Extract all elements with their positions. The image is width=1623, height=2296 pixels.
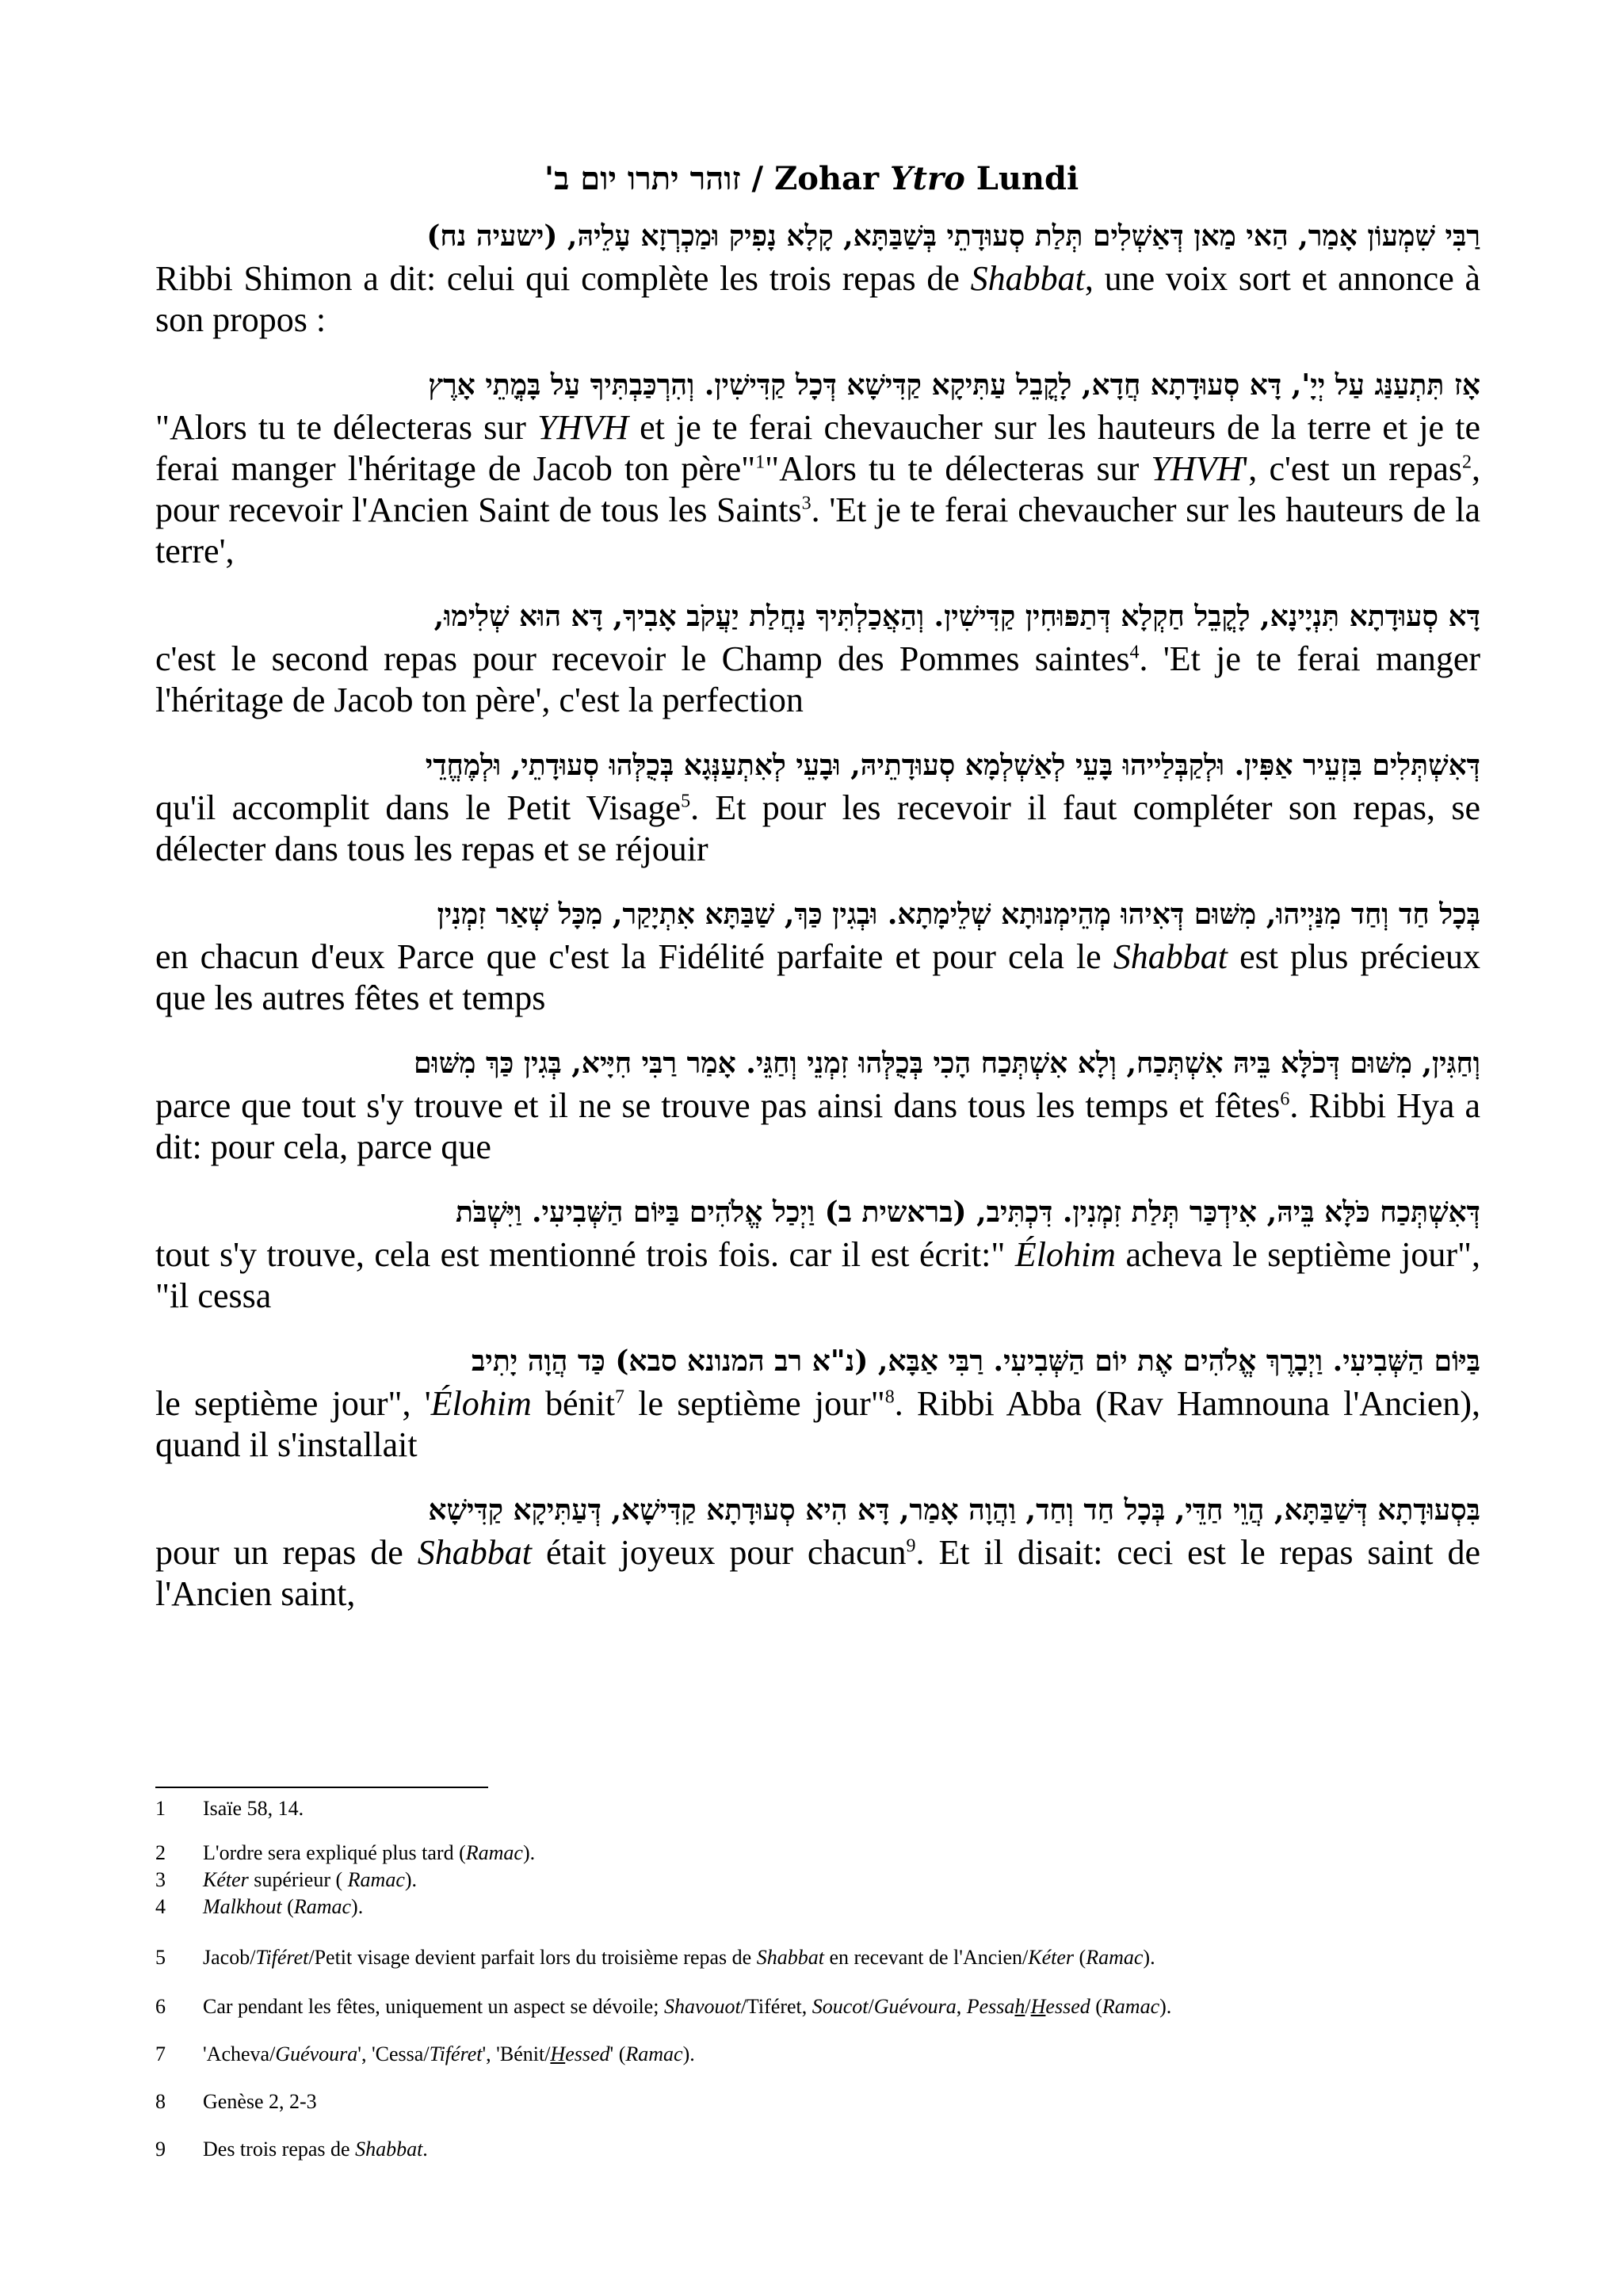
text-run: / bbox=[1025, 1995, 1031, 2018]
italic-text: Tiféret bbox=[429, 2042, 483, 2065]
italic-text: Élohim bbox=[430, 1384, 532, 1423]
italic-text: Soucot bbox=[812, 1995, 869, 2018]
footnote-ref: 6 bbox=[1280, 1089, 1290, 1110]
text-run: . Ribbi Abba (Rav Hamnouna l'Ancien), quand il s'installait bbox=[155, 1384, 1481, 1464]
footnote bbox=[155, 1894, 1503, 1920]
french-translation bbox=[155, 1383, 1480, 1466]
text-run: en recevant de l'Ancien/ bbox=[823, 1946, 1029, 1969]
french-translation bbox=[155, 936, 1480, 1019]
text-run: en chacun d'eux Parce que c'est la Fidélité parfaite et pour cela le bbox=[155, 937, 1113, 976]
text-run: Des trois repas de bbox=[203, 2138, 356, 2161]
text-run: ). bbox=[682, 2042, 695, 2065]
italic-text: Ramac bbox=[1086, 1946, 1144, 1969]
footnote-ref: 9 bbox=[906, 1535, 916, 1557]
italic-text: Guévoura bbox=[275, 2042, 358, 2065]
text-run: Isaïe 58, 14. bbox=[203, 1797, 304, 1820]
footnote-number: 1 bbox=[155, 1797, 166, 1820]
text-run: Jacob/ bbox=[203, 1946, 256, 1969]
text-run: ). bbox=[351, 1895, 364, 1918]
title-ytro: Ytro bbox=[889, 160, 965, 197]
footnote bbox=[155, 1840, 1503, 1867]
italic-text: Shabbat bbox=[756, 1946, 824, 1969]
title-hebrew: זוהר יתרו יום ב' bbox=[544, 160, 741, 197]
text-run: . 'Et je te ferai chevaucher sur les hauteurs de la terre', bbox=[155, 490, 1480, 570]
text-run: ', 'Cessa/ bbox=[357, 2042, 430, 2065]
text-run: le septième jour", ' bbox=[155, 1384, 431, 1423]
footnote-number: 9 bbox=[155, 2138, 166, 2161]
italic-text: Kéter bbox=[1028, 1946, 1075, 1969]
italic-text: Pessa bbox=[966, 1995, 1015, 2018]
paragraph-block bbox=[155, 214, 1480, 341]
hebrew-line: בִּסְעוּדָתָא דְּשַׁבַּתָּא, הֲוֵי חַדֵּי, בְּכָל חַד וְחַד, וַהֲוָה אָמַר, דָּא הִיא סְעוּדָתָא קַדִּישָׁא, דְּעַתִּיקָא קַדִּישָׁא bbox=[428, 1493, 1480, 1527]
footnote-separator bbox=[155, 1787, 488, 1788]
title-slash: / bbox=[740, 160, 775, 197]
text-run: Genèse 2, 2-3 bbox=[203, 2090, 317, 2113]
footnote-number: 5 bbox=[155, 1946, 166, 1969]
italic-text: Shabbat bbox=[1113, 937, 1228, 976]
footnote-ref: 5 bbox=[681, 791, 691, 812]
footnote-text bbox=[203, 2088, 317, 2115]
italic-text: H bbox=[550, 2042, 566, 2065]
paragraph-block bbox=[155, 1190, 1480, 1317]
italic-text: Shabbat bbox=[417, 1533, 533, 1572]
text-run: ). bbox=[404, 1868, 418, 1891]
footnote-ref: 7 bbox=[614, 1386, 624, 1408]
title-lundi: Lundi bbox=[964, 160, 1079, 197]
text-run: ', 'Bénit/ bbox=[482, 2042, 551, 2065]
paragraph-block bbox=[155, 1488, 1480, 1615]
italic-text: H bbox=[1030, 1995, 1046, 2018]
paragraph-block bbox=[155, 1041, 1480, 1168]
hebrew-line: בְּכָל חַד וְחַד מִנַּיְיהוּ, מִשּׁוּם דְּאִיהוּ מְהֵימְנוּתָא שְׁלֵימָתָא. וּבְגִין כַּךְ, שַׁבַּתָּא אִתְיָקַר, מִכָּל שְׁאַר זִמְנִין bbox=[437, 898, 1480, 931]
text-run: . Ribbi Hya a dit: pour cela, parce que bbox=[155, 1086, 1480, 1166]
text-run: parce que tout s'y trouve et il ne se trouve pas ainsi dans tous les temps et fêtes bbox=[155, 1086, 1281, 1125]
title-zohar: Zohar bbox=[774, 160, 890, 197]
french-translation bbox=[155, 407, 1480, 572]
footnote-text bbox=[203, 1867, 417, 1894]
footnote-text bbox=[203, 1944, 1155, 1971]
text-run: L'ordre sera expliqué plus tard ( bbox=[203, 1841, 466, 1864]
footnote-number: 3 bbox=[155, 1868, 166, 1891]
italic-text: Ramac bbox=[1102, 1995, 1160, 2018]
text-run: Ribbi Shimon a dit: celui qui complète les trois repas de bbox=[155, 259, 971, 298]
text-run: ( bbox=[1090, 1995, 1102, 2018]
hebrew-line: בַּיּוֹם הַשְּׁבִיעִי. וַיְבָרֶךְ אֱלֹהִים אֶת יוֹם הַשְּׁבִיעִי. רַבִּי אַבָּא, (נ"א רב המנונא סבא) כַּד הֲוָה יָתִיב bbox=[472, 1344, 1480, 1378]
footnote-text bbox=[203, 1795, 304, 1822]
footnote-ref: 8 bbox=[884, 1386, 895, 1408]
text-run: pour un repas de bbox=[155, 1533, 418, 1572]
italic-text: YHVH bbox=[537, 408, 628, 447]
italic-text: Ramac bbox=[347, 1868, 405, 1891]
footnote-text bbox=[203, 1993, 1171, 2020]
text-run: ). bbox=[522, 1841, 536, 1864]
text-run: , une voix sort et annonce à son propos : bbox=[155, 259, 1480, 339]
italic-text: Tiféret bbox=[255, 1946, 309, 1969]
footnote-text bbox=[203, 2136, 428, 2163]
italic-text: essed bbox=[565, 2042, 610, 2065]
paragraph-block bbox=[155, 594, 1480, 721]
footnote-ref: 2 bbox=[1462, 452, 1472, 473]
italic-text: h bbox=[1014, 1995, 1025, 2018]
italic-text: Ramac bbox=[465, 1841, 523, 1864]
footnote-text bbox=[203, 1894, 363, 1920]
text-run: . bbox=[422, 2138, 428, 2161]
paragraph-block bbox=[155, 743, 1480, 870]
text-run: / bbox=[868, 1995, 874, 2018]
hebrew-line: דְּאִשְׁתְּלִים בִּזְעֵיר אַפִּין. וּלְקַבְּלַייהוּ בָּעֵי לְאַשְׁלְמָא סְעוּדָתֵיהּ, וּבָעֵי לְאִתְעַנְּגָא בְּכֻלְּהוּ סְעוּדָתֵי, וּלְמֶחֱדֵי bbox=[425, 749, 1480, 782]
italic-text: essed bbox=[1045, 1995, 1090, 2018]
italic-text: YHVH bbox=[1151, 449, 1243, 488]
footnote-number: 4 bbox=[155, 1895, 166, 1918]
footnote-number: 2 bbox=[155, 1841, 166, 1864]
footnote bbox=[155, 2088, 1503, 2115]
text-run: était joyeux pour chacun bbox=[532, 1533, 907, 1572]
footnote bbox=[155, 2041, 1503, 2068]
page-title bbox=[0, 155, 1623, 203]
text-run: bénit bbox=[531, 1384, 615, 1423]
french-translation bbox=[155, 639, 1480, 721]
text-run: . Et pour les recevoir il faut compléter son repas, se délecter dans tous les repas et se réjouir bbox=[155, 788, 1480, 868]
text-run: /Petit visage devient parfait lors du troisième repas de bbox=[308, 1946, 757, 1969]
text-run: ( bbox=[1074, 1946, 1086, 1969]
text-run: acheva le septième jour", "il cessa bbox=[155, 1235, 1481, 1315]
text-run: ', c'est un repas bbox=[1242, 449, 1462, 488]
text-run: ' ( bbox=[609, 2042, 626, 2065]
text-run: 'Acheva/ bbox=[203, 2042, 276, 2065]
text-run: c'est le second repas pour recevoir le Champ des Pommes saintes bbox=[155, 639, 1130, 678]
footnote-number: 8 bbox=[155, 2090, 166, 2113]
text-run: . 'Et je te ferai manger l'héritage de Jacob ton père', c'est la perfection bbox=[155, 639, 1480, 719]
italic-text: Ramac bbox=[293, 1895, 352, 1918]
italic-text: Malkhout bbox=[203, 1895, 282, 1918]
text-run: et je te ferai chevaucher sur les hauteurs de la terre et je te ferai manger l'héritage de Jacob ton père" bbox=[155, 408, 1480, 488]
footnote bbox=[155, 2136, 1503, 2163]
text-run: est plus précieux que les autres fêtes et temps bbox=[155, 937, 1480, 1017]
hebrew-line: רַבִּי שִׁמְעוֹן אָמַר, הַאי מַאן דְּאַשְׁלִים תְּלַת סְעוּדָתֵי בְּשַׁבַּתָּא, קָלָא נָפִיק וּמַכְרְזָא עָלֵיהּ, (ישעיה נח) bbox=[426, 219, 1480, 253]
italic-text: Shabbat bbox=[970, 259, 1085, 298]
text-run: ). bbox=[1159, 1995, 1172, 2018]
text-run: le septième jour" bbox=[624, 1384, 885, 1423]
hebrew-line: אָז תִּתְעַנַּג עַל יְיָ', דָּא סְעוּדָתָא חֲדָא, לָקֳבֵל עַתִּיקָא קַדִּישָׁא דְּכָל קַדִּישִׁין. וְהִרְכַּבְתִּיךָ עַל בָּמֳתֵי אָרֶץ bbox=[428, 368, 1480, 402]
footnote-number: 6 bbox=[155, 1995, 166, 2018]
text-run: tout s'y trouve, cela est mentionné trois fois. car il est écrit:" bbox=[155, 1235, 1015, 1274]
text-run: /Tiféret, bbox=[740, 1995, 812, 2018]
footnote-number: 7 bbox=[155, 2042, 166, 2065]
paragraph-block bbox=[155, 892, 1480, 1019]
french-translation bbox=[155, 1085, 1480, 1168]
hebrew-line: וְחַגִּין, מִשּׁוּם דְּכֹלָּא בֵּיהּ אִשְׁתְּכַח, וְלָא אִשְׁתְּכַח הָכִי בְּכֻלְּהוּ זִמְנֵי וְחַגֵּי. אָמַר רַבִּי חִיָּיא, בְּגִין כַּךְ מִשּׁוּם bbox=[414, 1047, 1480, 1080]
paragraph-block bbox=[155, 363, 1480, 572]
footnote-ref: 1 bbox=[755, 452, 766, 473]
text-run: . Et il disait: ceci est le repas saint de l'Ancien saint, bbox=[155, 1533, 1480, 1613]
italic-text: Shabbat bbox=[355, 2138, 423, 2161]
italic-text: Kéter bbox=[203, 1868, 249, 1891]
text-run: qu'il accomplit dans le Petit Visage bbox=[155, 788, 682, 827]
italic-text: Guévoura bbox=[873, 1995, 957, 2018]
hebrew-line: דָּא סְעוּדָתָא תִּנְיָינָא, לָקֳבֵל חַקְלָא דְּתַפּוּחִין קַדִּישִׁין. וְהַאֲכַלְתִּיךָ נַחֲלַת יַעֲקֹב אָבִיךָ, דָּא הוּא שְׁלִימוּ, bbox=[433, 600, 1480, 633]
paragraph-block bbox=[155, 1339, 1480, 1466]
french-translation bbox=[155, 1234, 1480, 1317]
text-run: ( bbox=[281, 1895, 294, 1918]
text-run: , bbox=[956, 1995, 967, 2018]
italic-text: Ramac bbox=[625, 2042, 683, 2065]
italic-text: Élohim bbox=[1014, 1235, 1116, 1274]
french-translation bbox=[155, 788, 1480, 870]
text-run: supérieur ( bbox=[248, 1868, 348, 1891]
french-translation bbox=[155, 1532, 1480, 1615]
hebrew-line: דְּאִשְׁתְּכַח כֹּלָּא בֵּיהּ, אִידְכַּר תְּלַת זִמְנִין. דִּכְתִּיב, (בראשית ב) וַיְכַל אֱלֹהִים בַּיּוֹם הַשְּׁבִיעִי. וַיִּשְׁבֹּת bbox=[456, 1196, 1480, 1229]
italic-text: Shavouot bbox=[663, 1995, 741, 2018]
footnote bbox=[155, 1944, 1503, 1971]
text-run: Car pendant les fêtes, uniquement un aspect se dévoile; bbox=[203, 1995, 664, 2018]
text-run: "Alors tu te délecteras sur bbox=[155, 408, 538, 447]
main-text bbox=[155, 214, 1480, 1637]
text-run: "Alors tu te délecteras sur bbox=[765, 449, 1151, 488]
footnote bbox=[155, 1795, 1503, 1822]
french-translation bbox=[155, 258, 1480, 341]
footnote-text bbox=[203, 2041, 695, 2068]
text-run: ). bbox=[1143, 1946, 1155, 1969]
footnote-ref: 4 bbox=[1129, 642, 1140, 663]
footnote-text bbox=[203, 1840, 535, 1867]
footnote bbox=[155, 1867, 1503, 1894]
footnotes bbox=[155, 1795, 1503, 2163]
footnote-ref: 3 bbox=[801, 493, 812, 514]
text-run: , pour recevoir l'Ancien Saint de tous les Saints bbox=[155, 449, 1480, 529]
footnote bbox=[155, 1993, 1503, 2020]
